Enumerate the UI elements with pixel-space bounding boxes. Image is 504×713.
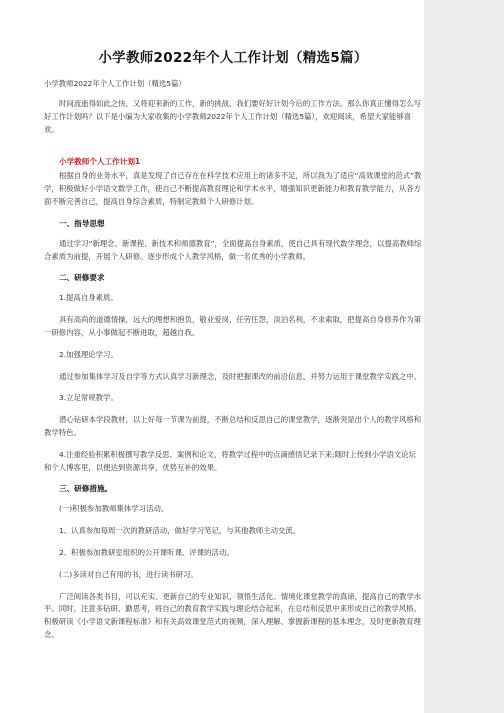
heading-requirements: 二、研修要求	[59, 273, 105, 283]
document-subtitle: 小学教师2022年个人工作计划（精选5篇）	[44, 79, 186, 88]
heading-measures: 三、研修措施。	[59, 484, 113, 494]
measure-1-item-a: 1、认真参加每周一次的教研活动，做好学习笔记，与其他教师主动交流。	[59, 526, 301, 536]
requirement-1-title: 1.提高自身素质。	[59, 293, 118, 303]
section-heading: 小学教师个人工作计划1	[59, 157, 141, 167]
document-title: 小学教师2022年个人工作计划（精选5篇）	[98, 50, 368, 66]
requirement-1-text: 具有高尚的道德情操，远大的理想和抱负，敬业爱岗，任劳任怨，淡泊名利，不求索取，把提高自身修养作为第一研修内容，从小事做起不断进取，超越自我。	[44, 315, 422, 337]
requirement-3-title: 3.立足常规教学。	[59, 393, 118, 403]
measure-1-title: (一)积极参加教师集体学习活动。	[59, 504, 169, 514]
document-content	[44, 46, 422, 651]
requirement-2-title: 2.加强理论学习。	[59, 349, 118, 359]
right-sidebar	[424, 0, 504, 713]
measure-1-item-b: 2、积极参加教研室组织的公开课听课、评课的活动。	[59, 547, 234, 557]
requirement-3-text: 潜心钻研本学段教材，以上好每一节课为前提，不断总结和反思自己的课堂教学，逐渐突显出个人的教学风格和教学特色。	[44, 415, 422, 437]
requirement-2-text: 通过参加集体学习及自学等方式认真学习新理念，及时把握课改的前沿信息，并努力运用于课堂教学实践之中。	[59, 371, 422, 381]
measure-2-text: 广泛阅读各类书目，可以充实、更新自己的专业知识，领悟生活化、情境化课堂教学的真谛，提高自己的教学水平。同时，注意多钻研、勤思考，将自己的教育教学实践与理论结合起来，在总结和反思中来形成自己的教学风格。积极研读《小学语文新课程标准》和有关高效课堂范式的视频，深入理解、掌握新课程的基本理念，及时更新教育理念。	[44, 591, 422, 639]
measure-2-title: (二)多读对自己有用的书，进行读书研习。	[59, 569, 198, 579]
requirement-4-text: 4.注重经验积累积极撰写教学反思、案例和论文，将教学过程中的点滴感悟记录下来;随时上传到小学语文论坛和个人博客里，以便达到资源共享，优势互补的效果。	[44, 449, 416, 472]
paragraph-background: 根据自身的业务水平，真是发现了自己存在在科学技术应用上的诸多不足，所以我为了适应“高效课堂的范式”教学，积极做好小学语文数学工作，使自己不断提高教育理论和学术水平，增强知识更新能力和教育教学能力，从各方面不断完善自己，提高自身综合素质，特制定教师个人研修计划。	[44, 171, 422, 206]
heading-guiding-thought: 一、指导思想	[59, 218, 105, 228]
paragraph-guiding-thought: 通过学习“新理念、新课程、新技术和师德教育”，全面提高自身素质，使自己具有现代数学理念，以提高教师综合素质为前提，开展个人研修。逐步形成个人教学风格，做一名优秀的小学教师。	[44, 238, 422, 261]
intro-paragraph: 时间流逝得如此之快，又将迎来新的工作，新的挑战，我们要好好计划今后的工作方法。那么你真正懂得怎么写好工作计划吗？以下是小编为大家收集的小学教师2022年个人工作计划（精选5篇），欢迎阅读，希望大家能够喜欢。	[44, 99, 422, 134]
